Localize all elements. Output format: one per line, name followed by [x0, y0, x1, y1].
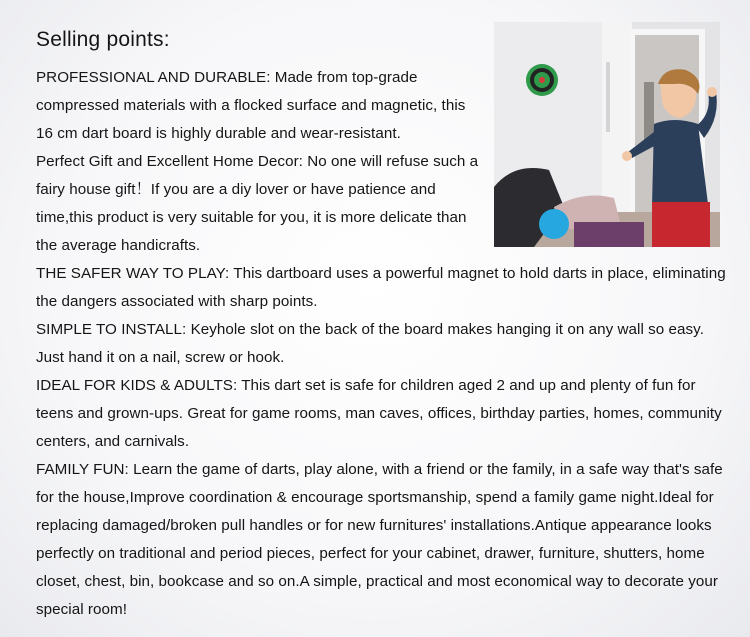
- point-title: IDEAL FOR KIDS & ADULTS:: [36, 377, 238, 394]
- point-title: SIMPLE TO INSTALL:: [36, 321, 187, 338]
- point-title: Perfect Gift and Excellent Home Decor:: [36, 153, 303, 170]
- point-text: This dartboard uses a powerful magnet to hold darts in place, eliminating the dangers associated with sharp points.: [36, 265, 726, 310]
- point-safer-play: [36, 260, 726, 316]
- point-professional-durable: [36, 64, 481, 148]
- point-gift-decor: [36, 148, 481, 260]
- point-family-fun: [36, 456, 726, 624]
- selling-points-text: [36, 64, 726, 624]
- point-title: THE SAFER WAY TO PLAY:: [36, 265, 230, 282]
- point-text: Learn the game of darts, play alone, with a friend or the family, in a safe way that's safe for the house,Improve coordination & encourage sportsmanship, spend a family game night.Ideal for replacing damaged/broken pull handles or for new furnitures' installations.Antique appearance looks perfectly on traditional and period pieces, perfect for your cabinet, drawer, furniture, shutters, home closet, chest, bin, bookcase and so on.A simple, practical and most economical way to decorate your special room!: [36, 461, 723, 618]
- page-title: Selling points:: [36, 28, 170, 51]
- point-text: Keyhole slot on the back of the board makes hanging it on any wall so easy. Just hand it on a nail, screw or hook.: [36, 321, 704, 366]
- point-text: No one will refuse such a fairy house gift！If you are a diy lover or have patience and time,this product is very suitable for you, it is more delicate than the average handicrafts.: [36, 153, 479, 254]
- point-kids-adults: [36, 372, 726, 456]
- point-title: FAMILY FUN:: [36, 461, 129, 478]
- point-title: PROFESSIONAL AND DURABLE:: [36, 69, 271, 86]
- point-simple-install: [36, 316, 726, 372]
- point-text: Made from top-grade compressed materials with a flocked surface and magnetic, this 16 cm dart board is highly durable and wear-resistant.: [36, 69, 466, 142]
- point-text: This dart set is safe for children aged 2 and up and plenty of fun for teens and grown-ups. Great for game rooms, man caves, offices, birthday parties, homes, community centers, and carnivals.: [36, 377, 722, 450]
